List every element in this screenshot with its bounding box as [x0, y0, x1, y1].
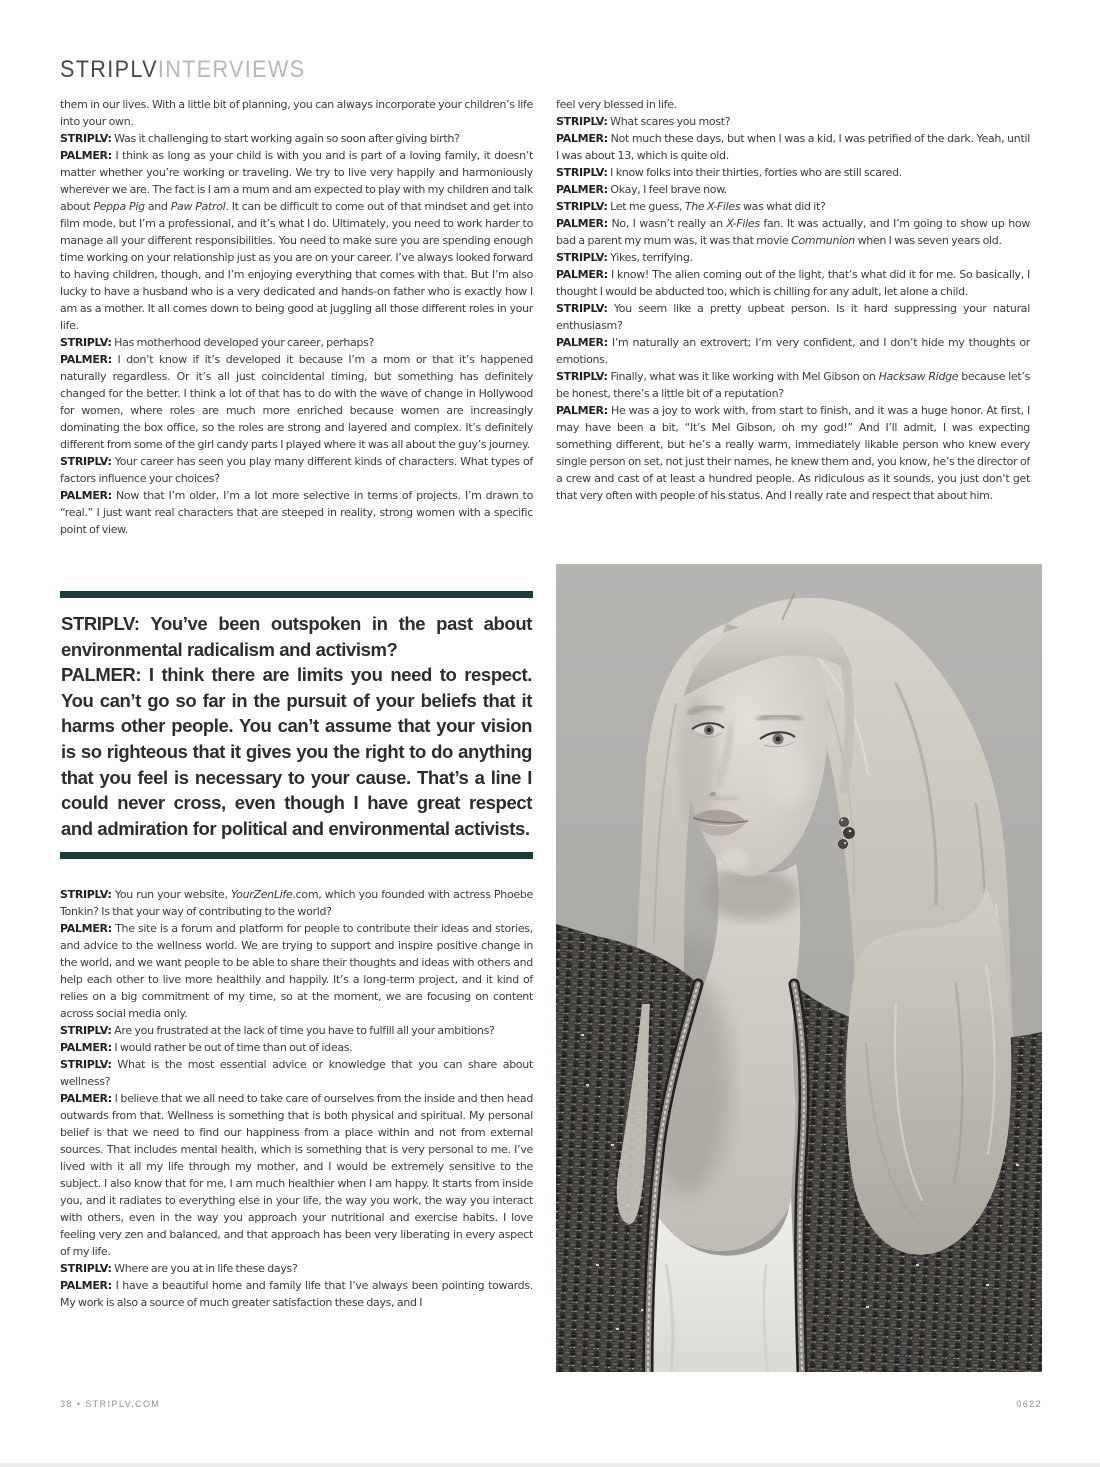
- interview-paragraph: PALMER: I’m naturally an extrovert; I’m very confident, and I don’t hide my thoughts or emotions.: [556, 336, 1030, 366]
- interview-paragraph: STRIPLV: I know folks into their thirties, forties who are still scared.: [556, 166, 902, 179]
- column-left-top: [60, 96, 533, 538]
- interview-paragraph: PALMER: I have a beautiful home and family life that I’ve always been pointing towards. My work is also a source of much greater satisfaction these days, and I: [60, 1279, 533, 1309]
- footer-issue-code: 0622: [1016, 1399, 1042, 1409]
- column-left-bottom: [60, 886, 533, 1311]
- interview-paragraph: PALMER: I think as long as your child is with you and is part of a loving family, it doesn’t matter whether you’re working or traveling. We try to live very happily and harmoniously wherever we are. The fact is I am a mum and am expected to play with my children and talk about Peppa Pig and Paw Patrol. It can be difficult to come out of that mindset and get into film mode, but I’m a professional, and it’s what I do. Ultimately, you need to work harder to manage all your different responsibilities. You need to make sure you are spending enough time working on your relationship just as you are on your career. I’ve always looked forward to having children, though, and I’m enjoying everything that comes with that. But I’m also lucky to have a husband who is a very dedicated and hands-on father who is exactly how I am as a mother. It all comes down to being good at juggling all those different roles in your life.: [60, 149, 533, 332]
- interview-paragraph: STRIPLV: Let me guess, The X-Files was what did it?: [556, 200, 826, 213]
- interview-paragraph: STRIPLV: Where are you at in life these days?: [60, 1262, 298, 1275]
- page-bottom-edge: [0, 1463, 1100, 1467]
- footer-left: [60, 1399, 160, 1409]
- interview-paragraph: PALMER: I don’t know if it’s developed it because I’m a mom or that it’s happened naturally regardless. Or it’s all just coincidental timing, but something has definitely changed for the better. I think a lot of that has to do with the wave of change in Hollywood for women, where roles are much more enriched because women are increasingly dominating the box office, so the roles are strong and layered and complex. It’s definitely different from some of the girl candy parts I played where it was all about the guy’s journey.: [60, 353, 533, 451]
- interview-paragraph: STRIPLV: Are you frustrated at the lack of time you have to fulfill all your ambitions?: [60, 1024, 495, 1037]
- masthead: [60, 56, 305, 84]
- interview-paragraph: PALMER: Okay, I feel brave now.: [556, 183, 728, 196]
- interview-paragraph: PALMER: The site is a forum and platform for people to contribute their ideas and stories, and advice to the wellness world. We are trying to support and inspire positive change in the world, and we want people to be able to share their thoughts and ideas with others and help each other to live more healthily and happily. It’s a long-term project, and it kind of relies on a big commitment of my time, so at the moment, we are focusing on content across social media only.: [60, 922, 533, 1020]
- interview-paragraph: STRIPLV: Has motherhood developed your career, perhaps?: [60, 336, 375, 349]
- pull-quote-bar-bottom: [60, 852, 533, 859]
- pull-quote-text: [60, 598, 533, 852]
- interview-paragraph: STRIPLV: You run your website, YourZenLife.com, which you founded with actress Phoebe Tonkin? Is that your way of contributing to the world?: [60, 888, 533, 918]
- interview-paragraph: PALMER: He was a joy to work with, from start to finish, and it was a huge honor. At first, I may have been a bit, “It’s Mel Gibson, oh my god!” And I’ll admit, I was expecting something different, but he’s a really warm, immediately likable person who knew every single person on set, not just their names, he knew them and, you know, he’s the director of a crew and cast of at least a hundred people. As ridiculous as it sounds, you just don’t get that very often with people of his status. And I really rate and respect that about him.: [556, 404, 1030, 502]
- footer-site: STRIPLV.COM: [85, 1399, 161, 1409]
- interview-paragraph: PALMER: Not much these days, but when I was a kid, I was petrified of the dark. Yeah, until I was about 13, which is quite old.: [556, 132, 1030, 162]
- interview-paragraph: STRIPLV: What is the most essential advice or knowledge that you can share about wellness?: [60, 1058, 533, 1088]
- pull-quote-bar-top: [60, 591, 533, 598]
- interview-paragraph: PALMER: I know! The alien coming out of the light, that’s what did it for me. So basically, I thought I would be abducted too, which is chilling for any adult, let alone a child.: [556, 268, 1030, 298]
- interview-paragraph: feel very blessed in life.: [556, 98, 677, 111]
- interview-paragraph: STRIPLV: Finally, what was it like working with Mel Gibson on Hacksaw Ridge because let’s be honest, there’s a little bit of a reputation?: [556, 370, 1031, 400]
- interview-paragraph: STRIPLV: You’ve been outspoken in the past about environmental radicalism and activism?: [61, 613, 532, 660]
- interview-paragraph: STRIPLV: What scares you most?: [556, 115, 731, 128]
- pull-quote: [60, 591, 533, 859]
- footer-bullet: •: [76, 1399, 82, 1409]
- interview-paragraph: them in our lives. With a little bit of planning, you can always incorporate your children’s life into your own.: [60, 98, 533, 128]
- interview-paragraph: PALMER: I think there are limits you need to respect. You can’t go so far in the pursuit of your beliefs that it harms other people. You can’t assume that your vision is so righteous that it gives you the right to do anything that you feel is necessary to your cause. That’s a line I could never cross, even though I have great respect and admiration for political and environmental activists.: [61, 664, 532, 839]
- interview-paragraph: STRIPLV: You seem like a pretty upbeat person. Is it hard suppressing your natural enthusiasm?: [556, 302, 1030, 332]
- interview-paragraph: PALMER: Now that I’m older, I’m a lot more selective in terms of projects. I’m drawn to “real.” I just want real characters that are steeped in reality, strong women with a specific point of view.: [60, 489, 533, 536]
- interview-paragraph: STRIPLV: Your career has seen you play many different kinds of characters. What types of factors influence your choices?: [60, 455, 533, 485]
- section-title: INTERVIEWS: [157, 56, 306, 83]
- interview-paragraph: STRIPLV: Yikes, terrifying.: [556, 251, 693, 264]
- page-footer: [60, 1399, 1042, 1409]
- interview-paragraph: STRIPLV: Was it challenging to start working again so soon after giving birth?: [60, 132, 460, 145]
- interview-paragraph: PALMER: No, I wasn’t really an X-Files fan. It was actually, and I’m going to show up how bad a parent my mum was, it was that movie Communion when I was seven years old.: [556, 217, 1030, 247]
- interview-paragraph: PALMER: I would rather be out of time than out of ideas.: [60, 1041, 353, 1054]
- page-number: 38: [60, 1399, 73, 1409]
- column-right: [556, 96, 1030, 504]
- brand-title: STRIPLV: [60, 56, 158, 83]
- interview-paragraph: PALMER: I believe that we all need to take care of ourselves from the inside and then head outwards from that. Wellness is something that is both physical and spiritual. My personal belief is that we need to find our happiness from a place within and not from external sources. That includes mental health, which is something that is very personal to me. I’ve lived with it all my life through my mother, and I would be extremely sensitive to the subject. I also know that for me, I am much healthier when I am happy. It starts from inside you, and it radiates to everything else in your life, the way you work, the way you interact with others, even in the way you approach your nutritional and exercise habits. I love feeling very zen and balanced, and that approach has been very liberating in every aspect of my life.: [60, 1092, 533, 1258]
- portrait-photo: [556, 564, 1042, 1372]
